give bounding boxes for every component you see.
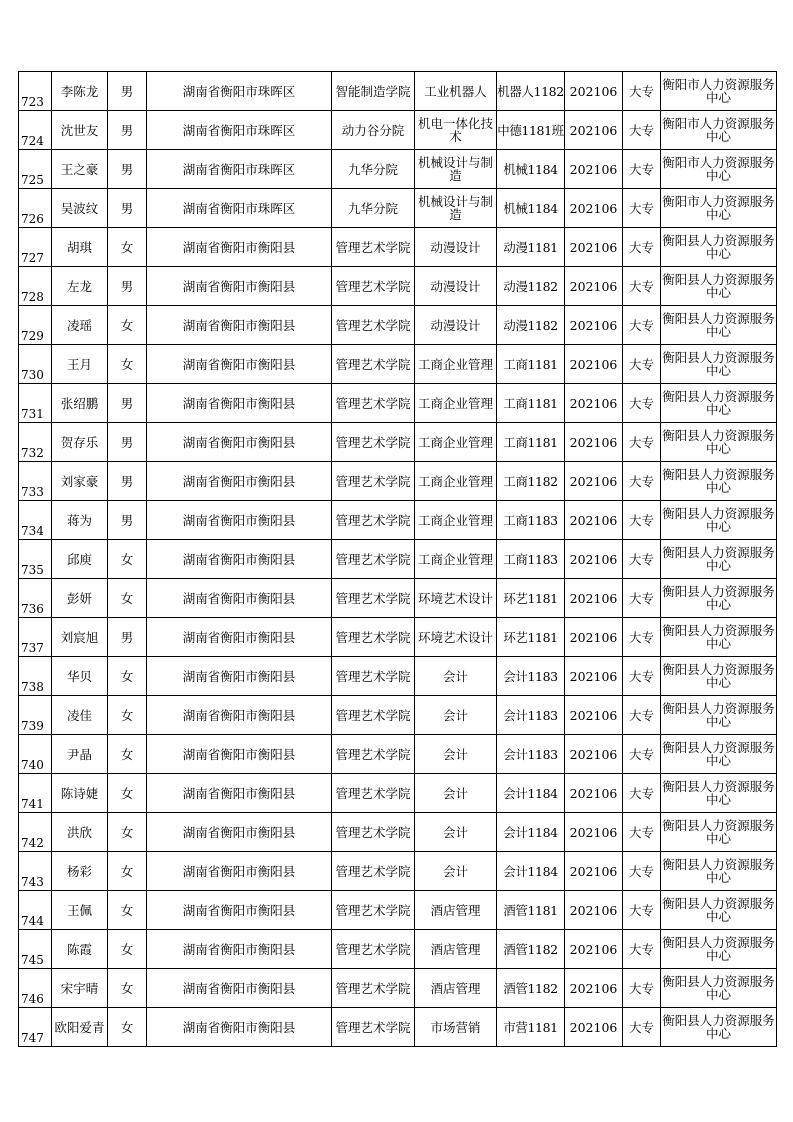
class-name-cell: 会计1184 <box>497 852 565 891</box>
roster-body <box>19 72 777 1047</box>
graduation-date-cell: 202106 <box>565 618 623 657</box>
student-roster-table <box>18 71 777 1047</box>
origin-address-cell: 湖南省衡阳市衡阳县 <box>147 930 332 969</box>
gender-cell: 女 <box>108 891 147 930</box>
education-level-cell: 大专 <box>623 111 661 150</box>
graduation-date-cell: 202106 <box>565 228 623 267</box>
gender-cell: 男 <box>108 150 147 189</box>
gender-cell: 男 <box>108 501 147 540</box>
row-number-cell: 740 <box>19 735 52 774</box>
row-number-cell: 746 <box>19 969 52 1008</box>
graduation-date-cell: 202106 <box>565 579 623 618</box>
row-number-cell: 737 <box>19 618 52 657</box>
college-cell: 管理艺术学院 <box>332 657 415 696</box>
origin-address-cell: 湖南省衡阳市珠晖区 <box>147 150 332 189</box>
college-cell: 智能制造学院 <box>332 72 415 111</box>
origin-address-cell: 湖南省衡阳市珠晖区 <box>147 189 332 228</box>
college-cell: 管理艺术学院 <box>332 423 415 462</box>
college-cell: 管理艺术学院 <box>332 267 415 306</box>
major-cell: 动漫设计 <box>415 228 497 267</box>
row-number-cell: 728 <box>19 267 52 306</box>
origin-address-cell: 湖南省衡阳市衡阳县 <box>147 969 332 1008</box>
graduation-date-cell: 202106 <box>565 774 623 813</box>
student-name-cell: 沈世友 <box>52 111 108 150</box>
education-level-cell: 大专 <box>623 228 661 267</box>
college-cell: 管理艺术学院 <box>332 228 415 267</box>
row-number-cell: 743 <box>19 852 52 891</box>
college-cell: 管理艺术学院 <box>332 384 415 423</box>
row-number-cell: 735 <box>19 540 52 579</box>
graduation-date-cell: 202106 <box>565 384 623 423</box>
major-cell: 市场营销 <box>415 1008 497 1047</box>
class-name-cell: 工商1181 <box>497 384 565 423</box>
table-row <box>19 150 777 189</box>
college-cell: 管理艺术学院 <box>332 852 415 891</box>
row-number-cell: 724 <box>19 111 52 150</box>
major-cell: 工商企业管理 <box>415 345 497 384</box>
major-cell: 环境艺术设计 <box>415 618 497 657</box>
class-name-cell: 机械1184 <box>497 150 565 189</box>
origin-address-cell: 湖南省衡阳市衡阳县 <box>147 657 332 696</box>
archive-unit-cell: 衡阳市人力资源服务中心 <box>661 150 777 189</box>
college-cell: 管理艺术学院 <box>332 462 415 501</box>
graduation-date-cell: 202106 <box>565 111 623 150</box>
class-name-cell: 动漫1182 <box>497 306 565 345</box>
archive-unit-cell: 衡阳县人力资源服务中心 <box>661 540 777 579</box>
student-name-cell: 王之豪 <box>52 150 108 189</box>
table-row <box>19 1008 777 1047</box>
table-row <box>19 618 777 657</box>
table-row <box>19 72 777 111</box>
college-cell: 管理艺术学院 <box>332 930 415 969</box>
table-row <box>19 306 777 345</box>
graduation-date-cell: 202106 <box>565 306 623 345</box>
class-name-cell: 会计1183 <box>497 696 565 735</box>
major-cell: 动漫设计 <box>415 267 497 306</box>
archive-unit-cell: 衡阳县人力资源服务中心 <box>661 501 777 540</box>
row-number-cell: 727 <box>19 228 52 267</box>
major-cell: 动漫设计 <box>415 306 497 345</box>
origin-address-cell: 湖南省衡阳市衡阳县 <box>147 345 332 384</box>
education-level-cell: 大专 <box>623 384 661 423</box>
archive-unit-cell: 衡阳县人力资源服务中心 <box>661 696 777 735</box>
student-name-cell: 张绍鹏 <box>52 384 108 423</box>
graduation-date-cell: 202106 <box>565 540 623 579</box>
student-name-cell: 陈诗婕 <box>52 774 108 813</box>
origin-address-cell: 湖南省衡阳市珠晖区 <box>147 72 332 111</box>
major-cell: 工商企业管理 <box>415 423 497 462</box>
graduation-date-cell: 202106 <box>565 657 623 696</box>
origin-address-cell: 湖南省衡阳市衡阳县 <box>147 306 332 345</box>
table-row <box>19 891 777 930</box>
row-number-cell: 741 <box>19 774 52 813</box>
education-level-cell: 大专 <box>623 189 661 228</box>
education-level-cell: 大专 <box>623 657 661 696</box>
gender-cell: 女 <box>108 813 147 852</box>
class-name-cell: 动漫1181 <box>497 228 565 267</box>
graduation-date-cell: 202106 <box>565 150 623 189</box>
student-name-cell: 李陈龙 <box>52 72 108 111</box>
gender-cell: 女 <box>108 657 147 696</box>
student-name-cell: 刘家豪 <box>52 462 108 501</box>
major-cell: 酒店管理 <box>415 930 497 969</box>
graduation-date-cell: 202106 <box>565 423 623 462</box>
gender-cell: 女 <box>108 228 147 267</box>
table-row <box>19 345 777 384</box>
major-cell: 会计 <box>415 657 497 696</box>
origin-address-cell: 湖南省衡阳市衡阳县 <box>147 228 332 267</box>
education-level-cell: 大专 <box>623 540 661 579</box>
education-level-cell: 大专 <box>623 969 661 1008</box>
education-level-cell: 大专 <box>623 150 661 189</box>
student-name-cell: 贺存乐 <box>52 423 108 462</box>
education-level-cell: 大专 <box>623 774 661 813</box>
graduation-date-cell: 202106 <box>565 501 623 540</box>
major-cell: 环境艺术设计 <box>415 579 497 618</box>
origin-address-cell: 湖南省衡阳市衡阳县 <box>147 267 332 306</box>
graduation-date-cell: 202106 <box>565 969 623 1008</box>
major-cell: 工商企业管理 <box>415 540 497 579</box>
education-level-cell: 大专 <box>623 852 661 891</box>
gender-cell: 男 <box>108 462 147 501</box>
table-row <box>19 501 777 540</box>
archive-unit-cell: 衡阳县人力资源服务中心 <box>661 228 777 267</box>
education-level-cell: 大专 <box>623 735 661 774</box>
gender-cell: 男 <box>108 384 147 423</box>
education-level-cell: 大专 <box>623 267 661 306</box>
education-level-cell: 大专 <box>623 696 661 735</box>
class-name-cell: 中德1181班 <box>497 111 565 150</box>
origin-address-cell: 湖南省衡阳市衡阳县 <box>147 774 332 813</box>
gender-cell: 女 <box>108 774 147 813</box>
class-name-cell: 酒管1182 <box>497 930 565 969</box>
archive-unit-cell: 衡阳市人力资源服务中心 <box>661 111 777 150</box>
college-cell: 管理艺术学院 <box>332 306 415 345</box>
graduation-date-cell: 202106 <box>565 891 623 930</box>
college-cell: 管理艺术学院 <box>332 735 415 774</box>
archive-unit-cell: 衡阳县人力资源服务中心 <box>661 657 777 696</box>
table-row <box>19 384 777 423</box>
major-cell: 工商企业管理 <box>415 462 497 501</box>
table-row <box>19 189 777 228</box>
table-row <box>19 774 777 813</box>
class-name-cell: 机械1184 <box>497 189 565 228</box>
archive-unit-cell: 衡阳县人力资源服务中心 <box>661 618 777 657</box>
gender-cell: 女 <box>108 930 147 969</box>
table-row <box>19 657 777 696</box>
archive-unit-cell: 衡阳县人力资源服务中心 <box>661 306 777 345</box>
student-name-cell: 华贝 <box>52 657 108 696</box>
graduation-date-cell: 202106 <box>565 930 623 969</box>
major-cell: 酒店管理 <box>415 969 497 1008</box>
class-name-cell: 环艺1181 <box>497 579 565 618</box>
student-name-cell: 王月 <box>52 345 108 384</box>
student-name-cell: 彭妍 <box>52 579 108 618</box>
gender-cell: 女 <box>108 540 147 579</box>
class-name-cell: 会计1184 <box>497 774 565 813</box>
college-cell: 管理艺术学院 <box>332 969 415 1008</box>
row-number-cell: 734 <box>19 501 52 540</box>
class-name-cell: 酒管1181 <box>497 891 565 930</box>
row-number-cell: 723 <box>19 72 52 111</box>
graduation-date-cell: 202106 <box>565 735 623 774</box>
college-cell: 管理艺术学院 <box>332 813 415 852</box>
archive-unit-cell: 衡阳市人力资源服务中心 <box>661 72 777 111</box>
major-cell: 酒店管理 <box>415 891 497 930</box>
table-row <box>19 111 777 150</box>
row-number-cell: 736 <box>19 579 52 618</box>
table-row <box>19 852 777 891</box>
table-row <box>19 579 777 618</box>
archive-unit-cell: 衡阳县人力资源服务中心 <box>661 1008 777 1047</box>
table-row <box>19 813 777 852</box>
table-row <box>19 540 777 579</box>
origin-address-cell: 湖南省衡阳市衡阳县 <box>147 540 332 579</box>
gender-cell: 男 <box>108 618 147 657</box>
class-name-cell: 工商1183 <box>497 501 565 540</box>
student-name-cell: 蒋为 <box>52 501 108 540</box>
class-name-cell: 环艺1181 <box>497 618 565 657</box>
origin-address-cell: 湖南省衡阳市衡阳县 <box>147 501 332 540</box>
college-cell: 管理艺术学院 <box>332 774 415 813</box>
graduation-date-cell: 202106 <box>565 852 623 891</box>
gender-cell: 女 <box>108 306 147 345</box>
gender-cell: 男 <box>108 189 147 228</box>
graduation-date-cell: 202106 <box>565 267 623 306</box>
table-row <box>19 462 777 501</box>
student-name-cell: 邱庾 <box>52 540 108 579</box>
gender-cell: 男 <box>108 111 147 150</box>
major-cell: 机械设计与制造 <box>415 150 497 189</box>
table-row <box>19 423 777 462</box>
gender-cell: 女 <box>108 345 147 384</box>
origin-address-cell: 湖南省衡阳市衡阳县 <box>147 813 332 852</box>
major-cell: 工商企业管理 <box>415 384 497 423</box>
class-name-cell: 工商1181 <box>497 423 565 462</box>
row-number-cell: 725 <box>19 150 52 189</box>
education-level-cell: 大专 <box>623 72 661 111</box>
table-row <box>19 969 777 1008</box>
education-level-cell: 大专 <box>623 501 661 540</box>
class-name-cell: 酒管1182 <box>497 969 565 1008</box>
graduation-date-cell: 202106 <box>565 696 623 735</box>
student-name-cell: 吴波纹 <box>52 189 108 228</box>
class-name-cell: 市营1181 <box>497 1008 565 1047</box>
archive-unit-cell: 衡阳县人力资源服务中心 <box>661 423 777 462</box>
student-name-cell: 杨彩 <box>52 852 108 891</box>
row-number-cell: 726 <box>19 189 52 228</box>
row-number-cell: 730 <box>19 345 52 384</box>
row-number-cell: 738 <box>19 657 52 696</box>
gender-cell: 女 <box>108 969 147 1008</box>
origin-address-cell: 湖南省衡阳市衡阳县 <box>147 462 332 501</box>
education-level-cell: 大专 <box>623 618 661 657</box>
class-name-cell: 会计1183 <box>497 657 565 696</box>
origin-address-cell: 湖南省衡阳市衡阳县 <box>147 696 332 735</box>
row-number-cell: 731 <box>19 384 52 423</box>
student-name-cell: 凌瑶 <box>52 306 108 345</box>
major-cell: 机电一体化技术 <box>415 111 497 150</box>
row-number-cell: 729 <box>19 306 52 345</box>
education-level-cell: 大专 <box>623 579 661 618</box>
education-level-cell: 大专 <box>623 930 661 969</box>
archive-unit-cell: 衡阳县人力资源服务中心 <box>661 735 777 774</box>
major-cell: 会计 <box>415 735 497 774</box>
college-cell: 管理艺术学院 <box>332 501 415 540</box>
education-level-cell: 大专 <box>623 891 661 930</box>
origin-address-cell: 湖南省衡阳市珠晖区 <box>147 111 332 150</box>
row-number-cell: 739 <box>19 696 52 735</box>
college-cell: 九华分院 <box>332 150 415 189</box>
major-cell: 工商企业管理 <box>415 501 497 540</box>
archive-unit-cell: 衡阳市人力资源服务中心 <box>661 189 777 228</box>
class-name-cell: 工商1182 <box>497 462 565 501</box>
row-number-cell: 733 <box>19 462 52 501</box>
student-name-cell: 凌佳 <box>52 696 108 735</box>
major-cell: 会计 <box>415 774 497 813</box>
student-name-cell: 陈霞 <box>52 930 108 969</box>
gender-cell: 女 <box>108 579 147 618</box>
graduation-date-cell: 202106 <box>565 345 623 384</box>
row-number-cell: 742 <box>19 813 52 852</box>
major-cell: 工业机器人 <box>415 72 497 111</box>
graduation-date-cell: 202106 <box>565 462 623 501</box>
student-name-cell: 宋宇晴 <box>52 969 108 1008</box>
college-cell: 管理艺术学院 <box>332 345 415 384</box>
table-row <box>19 735 777 774</box>
college-cell: 九华分院 <box>332 189 415 228</box>
education-level-cell: 大专 <box>623 306 661 345</box>
table-row <box>19 930 777 969</box>
gender-cell: 男 <box>108 267 147 306</box>
class-name-cell: 会计1183 <box>497 735 565 774</box>
student-name-cell: 王佩 <box>52 891 108 930</box>
archive-unit-cell: 衡阳县人力资源服务中心 <box>661 852 777 891</box>
table-row <box>19 267 777 306</box>
archive-unit-cell: 衡阳县人力资源服务中心 <box>661 774 777 813</box>
major-cell: 机械设计与制造 <box>415 189 497 228</box>
gender-cell: 男 <box>108 72 147 111</box>
archive-unit-cell: 衡阳县人力资源服务中心 <box>661 813 777 852</box>
origin-address-cell: 湖南省衡阳市衡阳县 <box>147 735 332 774</box>
class-name-cell: 动漫1182 <box>497 267 565 306</box>
student-name-cell: 尹晶 <box>52 735 108 774</box>
major-cell: 会计 <box>415 813 497 852</box>
archive-unit-cell: 衡阳县人力资源服务中心 <box>661 384 777 423</box>
archive-unit-cell: 衡阳县人力资源服务中心 <box>661 969 777 1008</box>
class-name-cell: 工商1181 <box>497 345 565 384</box>
major-cell: 会计 <box>415 852 497 891</box>
graduation-date-cell: 202106 <box>565 813 623 852</box>
college-cell: 管理艺术学院 <box>332 579 415 618</box>
archive-unit-cell: 衡阳县人力资源服务中心 <box>661 267 777 306</box>
origin-address-cell: 湖南省衡阳市衡阳县 <box>147 891 332 930</box>
archive-unit-cell: 衡阳县人力资源服务中心 <box>661 462 777 501</box>
education-level-cell: 大专 <box>623 423 661 462</box>
origin-address-cell: 湖南省衡阳市衡阳县 <box>147 1008 332 1047</box>
origin-address-cell: 湖南省衡阳市衡阳县 <box>147 579 332 618</box>
class-name-cell: 会计1184 <box>497 813 565 852</box>
student-name-cell: 左龙 <box>52 267 108 306</box>
origin-address-cell: 湖南省衡阳市衡阳县 <box>147 423 332 462</box>
education-level-cell: 大专 <box>623 345 661 384</box>
graduation-date-cell: 202106 <box>565 72 623 111</box>
archive-unit-cell: 衡阳县人力资源服务中心 <box>661 930 777 969</box>
college-cell: 管理艺术学院 <box>332 891 415 930</box>
gender-cell: 男 <box>108 423 147 462</box>
education-level-cell: 大专 <box>623 1008 661 1047</box>
origin-address-cell: 湖南省衡阳市衡阳县 <box>147 384 332 423</box>
gender-cell: 女 <box>108 1008 147 1047</box>
archive-unit-cell: 衡阳县人力资源服务中心 <box>661 345 777 384</box>
college-cell: 管理艺术学院 <box>332 696 415 735</box>
archive-unit-cell: 衡阳县人力资源服务中心 <box>661 579 777 618</box>
major-cell: 会计 <box>415 696 497 735</box>
archive-unit-cell: 衡阳县人力资源服务中心 <box>661 891 777 930</box>
row-number-cell: 747 <box>19 1008 52 1047</box>
student-name-cell: 欧阳爱青 <box>52 1008 108 1047</box>
table-row <box>19 228 777 267</box>
gender-cell: 女 <box>108 852 147 891</box>
college-cell: 管理艺术学院 <box>332 618 415 657</box>
origin-address-cell: 湖南省衡阳市衡阳县 <box>147 618 332 657</box>
class-name-cell: 机器人1182 <box>497 72 565 111</box>
college-cell: 管理艺术学院 <box>332 1008 415 1047</box>
origin-address-cell: 湖南省衡阳市衡阳县 <box>147 852 332 891</box>
student-name-cell: 胡琪 <box>52 228 108 267</box>
gender-cell: 女 <box>108 696 147 735</box>
education-level-cell: 大专 <box>623 462 661 501</box>
graduation-date-cell: 202106 <box>565 189 623 228</box>
graduation-date-cell: 202106 <box>565 1008 623 1047</box>
table-row <box>19 696 777 735</box>
row-number-cell: 745 <box>19 930 52 969</box>
row-number-cell: 744 <box>19 891 52 930</box>
student-name-cell: 洪欣 <box>52 813 108 852</box>
college-cell: 动力谷分院 <box>332 111 415 150</box>
gender-cell: 女 <box>108 735 147 774</box>
college-cell: 管理艺术学院 <box>332 540 415 579</box>
class-name-cell: 工商1183 <box>497 540 565 579</box>
education-level-cell: 大专 <box>623 813 661 852</box>
row-number-cell: 732 <box>19 423 52 462</box>
student-name-cell: 刘宸旭 <box>52 618 108 657</box>
